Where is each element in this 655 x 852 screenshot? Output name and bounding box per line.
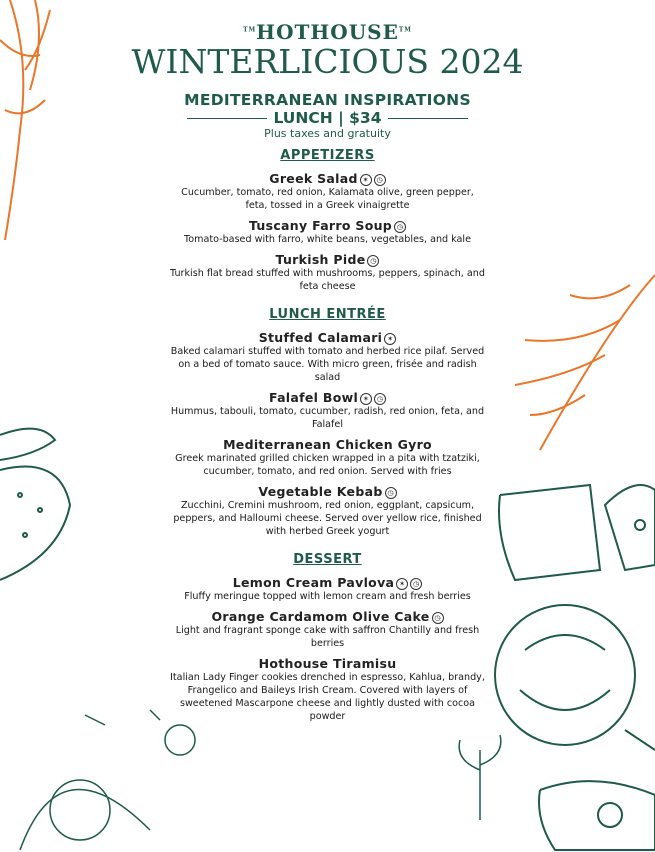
menu-item-name: Mediterranean Chicken Gyro	[223, 437, 432, 452]
menu-item-description: Turkish flat bread stuffed with mushrooms, peppers, spinach, and feta cheese	[170, 268, 485, 292]
parsley-illustration	[450, 730, 510, 820]
price-line: LUNCH | $34	[0, 109, 655, 127]
menu-header	[0, 20, 655, 140]
menu-item-name: Turkish Pide ◷	[170, 252, 485, 267]
gf-icon: ✶	[396, 578, 408, 590]
cabbage-illustration	[485, 590, 655, 770]
avocado-illustration	[535, 770, 655, 852]
menu-item-description: Zucchini, Cremini mushroom, red onion, eggplant, capsicum, peppers, and Halloumi cheese. Served over yellow rice, finished with herbed Greek yogurt	[173, 500, 482, 537]
menu-item-name: Falafel Bowl ✶ ◷	[170, 390, 485, 405]
menu-item-description: Italian Lady Finger cookies drenched in espresso, Kahlua, brandy, Frangelico and Baileys Irish Cream. Covered with layers of sweetened Mascarpone cheese and lightly dusted with cocoa powder	[170, 672, 485, 722]
theme-title: MEDITERRANEAN INSPIRATIONS	[184, 91, 471, 109]
menu-item-description: Greek marinated grilled chicken wrapped in a pita with tzatziki, cucumber, tomato, and red onion. Served with fries	[175, 453, 480, 477]
menu-item-description: Hummus, tabouli, tomato, cucumber, radish, red onion, feta, and Falafel	[170, 406, 485, 430]
event-title: WINTERLICIOUS 2024	[131, 42, 524, 81]
menu-item-name: Tuscany Farro Soup ◷	[170, 218, 485, 233]
section-title: DESSERT	[293, 552, 362, 567]
menu-item-description: Baked calamari stuffed with tomato and herbed rice pilaf. Served on a bed of tomato sauce. With micro green, frisée and radish salad	[170, 346, 485, 383]
gf-icon: ✶	[360, 393, 372, 405]
vegetarian-icon: ◷	[374, 393, 386, 405]
gf-icon: ✶	[384, 333, 396, 345]
brand-logo: ™HOTHOUSE™	[243, 20, 412, 44]
vegetarian-icon: ◷	[410, 578, 422, 590]
menu-item-name: Lemon Cream Pavlova ✶ ◷	[170, 575, 485, 590]
vegetarian-icon: ◷	[432, 612, 444, 624]
menu-item-name: Hothouse Tiramisu	[258, 656, 397, 671]
cheese-illustration	[495, 475, 655, 585]
menu-item-description: Light and fragrant sponge cake with saffron Chantilly and fresh berries	[175, 625, 480, 649]
vegetarian-icon: ◷	[394, 221, 406, 233]
menu-item-name: Greek Salad ✶ ◷	[170, 171, 485, 186]
menu-item-description: Tomato-based with farro, white beans, vegetables, and kale	[184, 234, 471, 245]
tax-note: Plus taxes and gratuity	[264, 127, 391, 140]
section-gap	[170, 299, 485, 307]
menu-item-description: Fluffy meringue topped with lemon cream and fresh berries	[184, 591, 471, 602]
vegetarian-icon: ◷	[385, 487, 397, 499]
vegetarian-icon: ◷	[374, 174, 386, 186]
section-gap	[170, 544, 485, 552]
gf-icon: ✶	[360, 174, 372, 186]
section-title: LUNCH ENTRÉE	[269, 307, 386, 322]
vegetarian-icon: ◷	[367, 255, 379, 267]
menu-item-name: Orange Cardamom Olive Cake ◷	[170, 609, 485, 624]
menu-body	[170, 148, 485, 729]
menu-item-description: Cucumber, tomato, red onion, Kalamata olive, green pepper, feta, tossed in a Greek vinaigrette	[181, 187, 474, 211]
section-title: APPETIZERS	[280, 148, 375, 163]
menu-item-name: Vegetable Kebab ◷	[170, 484, 485, 499]
menu-item-name: Stuffed Calamari ✶	[170, 330, 485, 345]
strawberry-illustration	[0, 415, 80, 585]
carrot-illustration-right	[510, 265, 655, 455]
